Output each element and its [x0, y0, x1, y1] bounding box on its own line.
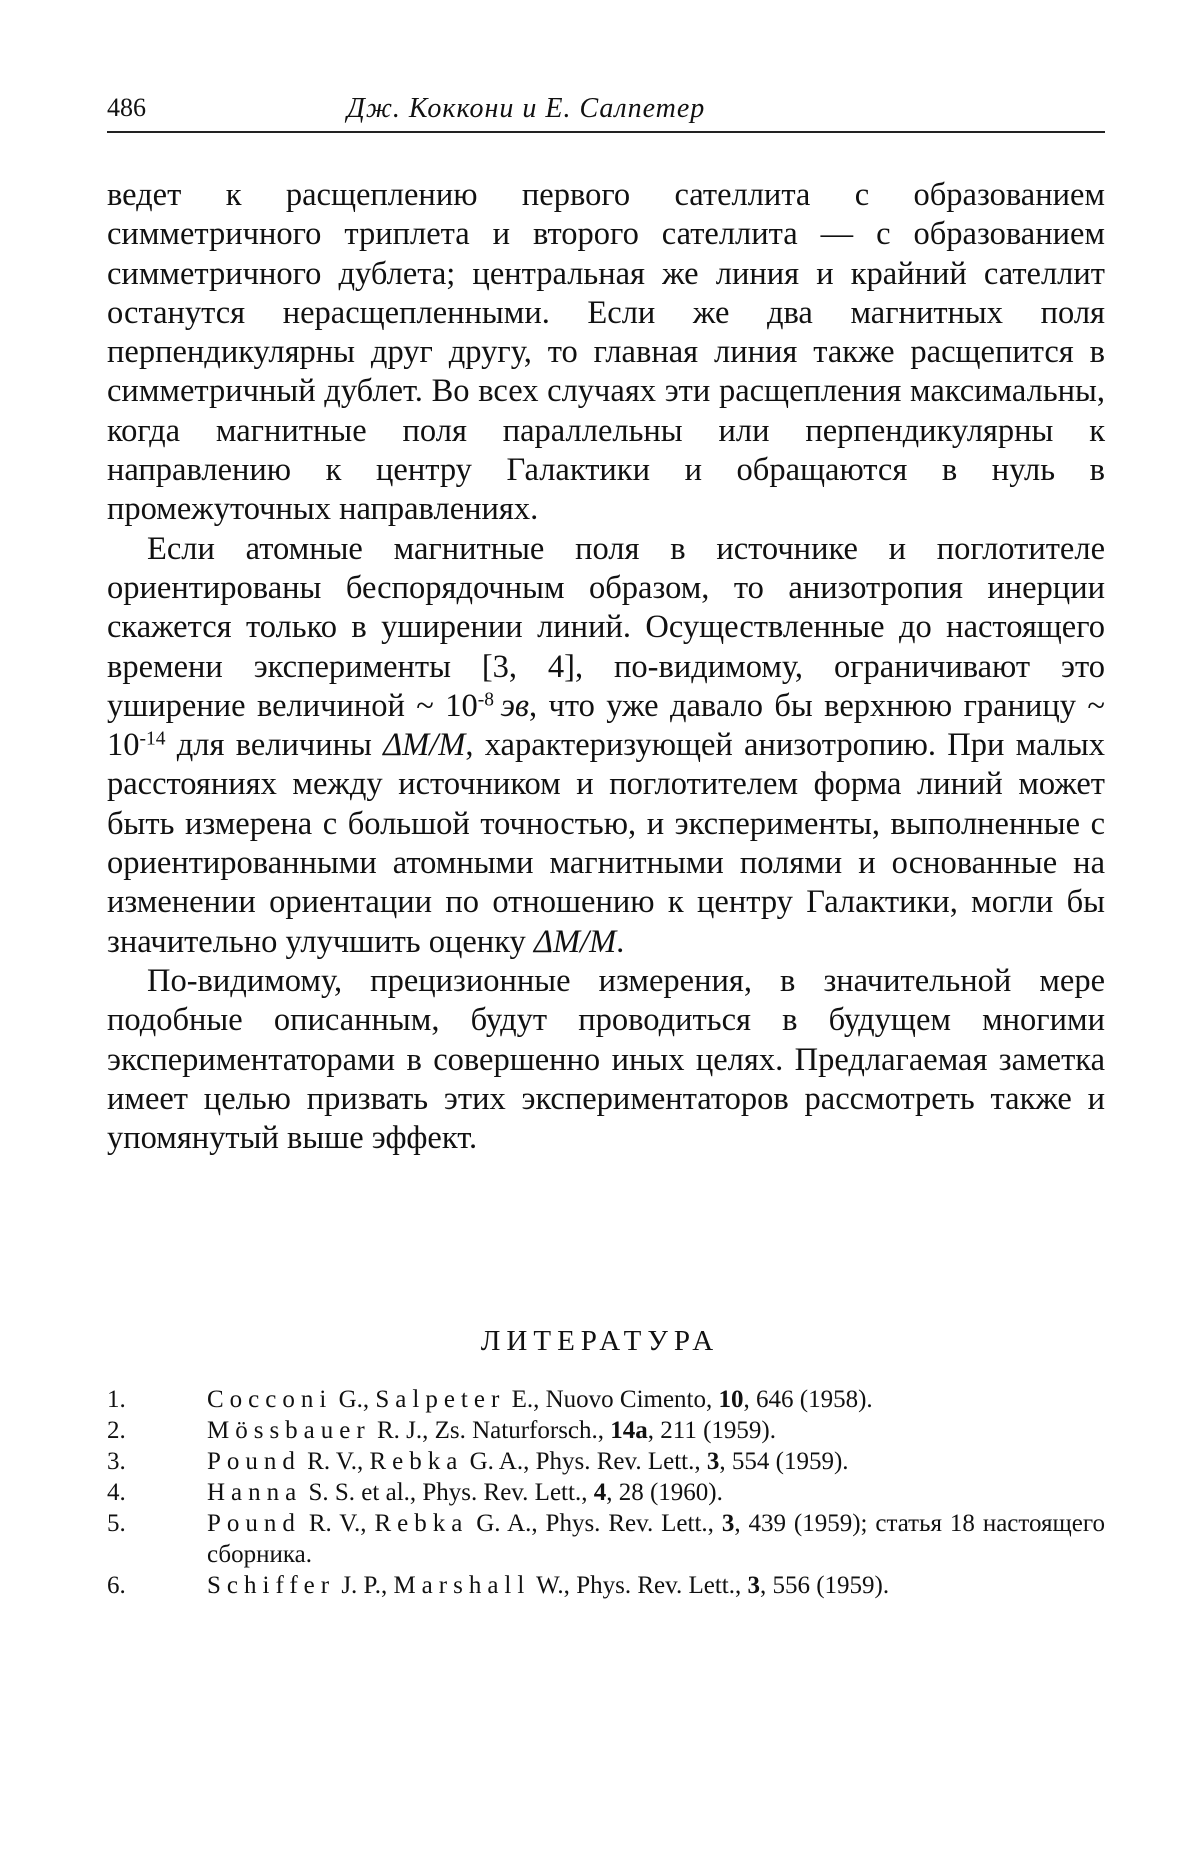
- reference-author: Salpeter: [375, 1386, 506, 1413]
- reference-volume: 3: [721, 1510, 735, 1537]
- reference-item: [107, 1570, 1105, 1601]
- paragraph-2-part-a: Если атомные магнитные поля в источнике и поглотителе ориентированы беспорядочным образом, то анизотропия инерции скажется только в уширении линий. Осуществленные до настоящего времени эксперименты [3, 4], по-видимому, ограничивают это уширение величиной ~ 10: [107, 530, 1105, 724]
- exponent-2: -14: [139, 728, 166, 750]
- formula-delta-m: ΔM/M: [383, 727, 466, 764]
- reference-initials: R. V.,: [300, 1448, 370, 1475]
- reference-pages-year: , 439 (1959); статья 18 настоящего сборника.: [207, 1510, 1105, 1568]
- reference-pages-year: , 554 (1959).: [719, 1448, 849, 1475]
- reference-item: [107, 1477, 1105, 1508]
- reference-author: Schiffer: [207, 1572, 336, 1599]
- reference-pages-year: , 646 (1958).: [743, 1386, 873, 1413]
- reference-journal: Phys. Rev. Lett.,: [535, 1448, 707, 1475]
- reference-author: Rebka: [369, 1448, 464, 1475]
- reference-pages-year: , 28 (1960).: [606, 1479, 723, 1506]
- reference-number: 4.: [107, 1479, 126, 1506]
- reference-number: 5.: [107, 1510, 126, 1537]
- reference-author: Mössbauer: [207, 1417, 371, 1444]
- exponent-1: -8: [477, 689, 495, 711]
- paragraph-1: ведет к расщеплению первого сателлита с образованием симметричного триплета и второго сателлита — с образованием симметричного дублета; центральная же линия и крайний сателлит останутся нерасщепленными. Если же два магнитных поля перпендикулярны друг другу, то главная линия также расщепится в симметричный дублет. Во всех случаях эти расщепления максимальны, когда магнитные поля параллельны или перпендикулярны к направлению к центру Галактики и обращаются в нуль в промежуточных направлениях.: [107, 177, 1105, 528]
- reference-volume: 3: [706, 1448, 720, 1475]
- reference-author: Hanna: [207, 1479, 303, 1506]
- reference-journal: Zs. Naturforsch.,: [434, 1417, 611, 1444]
- reference-number: 6.: [107, 1572, 126, 1599]
- reference-initials: R. J.,: [370, 1417, 435, 1444]
- paragraph-2-part-b: , что уже давало бы верхнюю границу ~ 10: [107, 687, 1106, 764]
- header-rule: [107, 131, 1105, 133]
- reference-journal: Phys. Rev. Lett.,: [422, 1479, 594, 1506]
- reference-item: [107, 1384, 1105, 1415]
- reference-item: [107, 1415, 1105, 1446]
- running-title: Дж. Коккони и Е. Салпетер: [347, 93, 706, 124]
- reference-author: Cocconi: [207, 1386, 333, 1413]
- paragraph-2-part-c: для величины: [165, 727, 384, 764]
- references-heading: ЛИТЕРАТУРА: [480, 1325, 720, 1357]
- reference-author: Rebka: [374, 1510, 469, 1537]
- body-text: [107, 176, 1105, 1158]
- paragraph-3: По-видимому, прецизионные измерения, в значительной мере подобные описанным, будут проводиться в будущем многими экспериментаторами в совершенно иных целях. Предлагаемая заметка имеет целью призвать этих экспериментаторов рассмотреть также и упомянутый выше эффект.: [107, 962, 1105, 1157]
- page-header: [107, 93, 1105, 135]
- reference-item: [107, 1508, 1105, 1570]
- page-number: 486: [107, 93, 146, 122]
- reference-pages-year: , 556 (1959).: [759, 1572, 890, 1599]
- reference-initials: E.,: [505, 1386, 546, 1413]
- reference-volume: 4: [593, 1479, 607, 1506]
- reference-volume: 10: [718, 1386, 744, 1413]
- reference-volume: 14a: [610, 1417, 648, 1444]
- reference-initials: J. P.,: [335, 1572, 394, 1599]
- reference-journal: Phys. Rev. Lett.,: [545, 1510, 722, 1537]
- reference-journal: Phys. Rev. Lett.,: [576, 1572, 748, 1599]
- references-list: [107, 1384, 1105, 1601]
- reference-author: Pound: [207, 1448, 301, 1475]
- reference-initials: R. V.,: [300, 1510, 375, 1537]
- reference-author: Marshall: [393, 1572, 531, 1599]
- reference-pages-year: , 211 (1959).: [647, 1417, 777, 1444]
- reference-number: 1.: [107, 1386, 126, 1413]
- reference-journal: Nuovo Cimento,: [545, 1386, 719, 1413]
- paragraph-2: [107, 530, 1105, 962]
- paragraph-2-part-d: , характеризующей анизотропию. При малых расстояниях между источником и поглотителем форма линий может быть измерена с большой точностью, и эксперименты, выполненные с ориентированными атомными магнитными полями и основанные на изменении ориентации по отношению к центру Галактики, могли бы значительно улучшить оценку: [107, 727, 1105, 960]
- formula-delta-m: ΔM/M: [533, 923, 617, 960]
- reference-author: Pound: [207, 1510, 301, 1537]
- reference-initials: S. S. et al.,: [302, 1479, 423, 1506]
- reference-number: 2.: [107, 1417, 126, 1444]
- reference-volume: 3: [747, 1572, 760, 1599]
- reference-initials: W.,: [530, 1572, 577, 1599]
- paragraph-2-part-e: .: [616, 923, 625, 960]
- reference-initials: G.,: [332, 1386, 376, 1413]
- reference-item: [107, 1446, 1105, 1477]
- reference-initials: G. A.,: [468, 1510, 546, 1537]
- reference-initials: G. A.,: [463, 1448, 536, 1475]
- reference-number: 3.: [107, 1448, 126, 1475]
- unit-ev: эв: [500, 687, 529, 724]
